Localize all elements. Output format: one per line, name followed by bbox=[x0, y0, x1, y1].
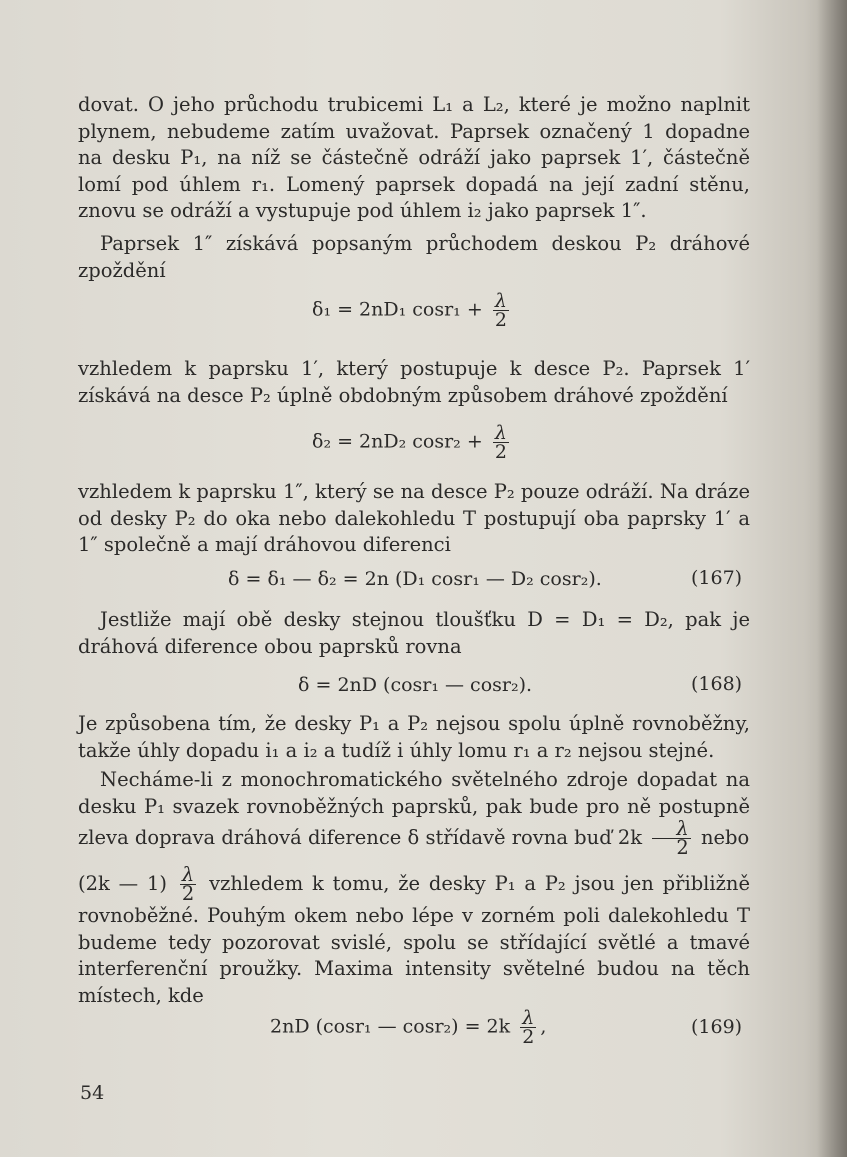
paragraph-ray-1prime-delay: vzhledem k paprsku 1′, který postupuje k desce P₂. Paprsek 1′ získává na desce P₂ úplně obdobným způsobem dráhové zpoždění bbox=[78, 357, 750, 407]
fraction-numerator: λ bbox=[493, 424, 509, 443]
binding-shadow bbox=[817, 0, 847, 1157]
paragraph-monochromatic-a bbox=[78, 767, 750, 860]
paragraph-monochromatic-rest: vzhledem k tomu, že desky P₁ a P₂ jsou jen přibližně rovnoběžné. Pouhým okem nebo lépe v zorném poli dalekohledu T budeme tedy pozorovat svislé, spolu se střídající světlé a tmavé interferenční proužky. Maxima intensity světelné budou na těch místech, kde bbox=[78, 872, 751, 1007]
fraction-lambda-half bbox=[520, 1009, 536, 1046]
fraction-numerator: λ bbox=[493, 292, 509, 311]
equation-delta-2 bbox=[312, 424, 513, 461]
paragraph-ray-1-delay: Paprsek 1″ získává popsaným průchodem deskou P₂ dráhové zpoždění bbox=[78, 232, 750, 282]
fraction-numerator: λ bbox=[652, 820, 690, 839]
equation-number-169: (169) bbox=[691, 1016, 743, 1038]
equation-delta-2-lhs: δ₂ = 2nD₂ cosr₂ + bbox=[312, 430, 483, 453]
paragraph-monochromatic-b bbox=[78, 863, 751, 1009]
fraction-lambda-half bbox=[493, 424, 509, 461]
fraction-lambda-half bbox=[652, 817, 690, 860]
fraction-lambda-half bbox=[493, 292, 509, 329]
equation-169-lhs: 2nD (cosr₁ — cosr₂) = 2k bbox=[270, 1015, 511, 1038]
fraction-denominator: 2 bbox=[676, 836, 689, 860]
equation-delta-1 bbox=[312, 292, 513, 329]
fraction-denominator: 2 bbox=[494, 441, 507, 463]
fraction-numerator: λ bbox=[180, 866, 196, 885]
conjunction-nebo: nebo bbox=[700, 826, 750, 850]
odd-multiple-term: (2k — 1) bbox=[78, 872, 167, 895]
equation-169 bbox=[270, 1009, 546, 1046]
fraction-denominator: 2 bbox=[181, 882, 195, 905]
fraction-denominator: 2 bbox=[494, 309, 507, 331]
fraction-lambda-half bbox=[180, 863, 196, 905]
equation-number-167: (167) bbox=[691, 567, 743, 589]
equation-168: δ = 2nD (cosr₁ — cosr₂). bbox=[298, 674, 533, 696]
equation-delta-1-lhs: δ₁ = 2nD₁ cosr₁ + bbox=[312, 298, 483, 321]
page-number: 54 bbox=[80, 1082, 105, 1104]
paragraph-monochromatic-text: Necháme-li z monochromatického světelného zdroje dopadat na desku P₁ svazek rovnoběžných paprsků, pak bude pro ně postupně zleva doprava dráhová diference δ střídavě rovna buď 2k bbox=[78, 768, 750, 850]
paragraph-not-parallel: Je způsobena tím, že desky P₁ a P₂ nejsou spolu úplně rovnoběžny, takže úhly dopadu i₁ a i₂ a tudíž i úhly lomu r₁ a r₂ nejsou stejné. bbox=[78, 712, 750, 762]
equation-169-comma: , bbox=[540, 1015, 547, 1038]
paragraph-equal-thickness: Jestliže mají obě desky stejnou tloušťku D = D₁ = D₂, pak je dráhová diference obou paprsků rovna bbox=[78, 608, 750, 658]
fraction-denominator: 2 bbox=[522, 1026, 535, 1048]
equation-number-168: (168) bbox=[691, 673, 743, 695]
paragraph-path-difference: vzhledem k paprsku 1″, který se na desce P₂ pouze odráží. Na dráze od desky P₂ do oka nebo dalekohledu T postupují oba paprsky 1′ a 1″ společně a mají dráhovou diferenci bbox=[78, 480, 750, 557]
equation-167: δ = δ₁ — δ₂ = 2n (D₁ cosr₁ — D₂ cosr₂). bbox=[228, 568, 602, 590]
fraction-numerator: λ bbox=[520, 1009, 536, 1028]
paragraph-intro: dovat. O jeho průchodu trubicemi L₁ a L₂, které je možno naplnit plynem, nebudeme zatím uvažovat. Paprsek označený 1 dopadne na desku P₁, na níž se částečně odráží jako paprsek 1′, částečně lomí pod úhlem r₁. Lomený paprsek dopadá na její zadní stěnu, znovu se odráží a vystupuje pod úhlem i₂ jako paprsek 1″. bbox=[78, 93, 750, 223]
